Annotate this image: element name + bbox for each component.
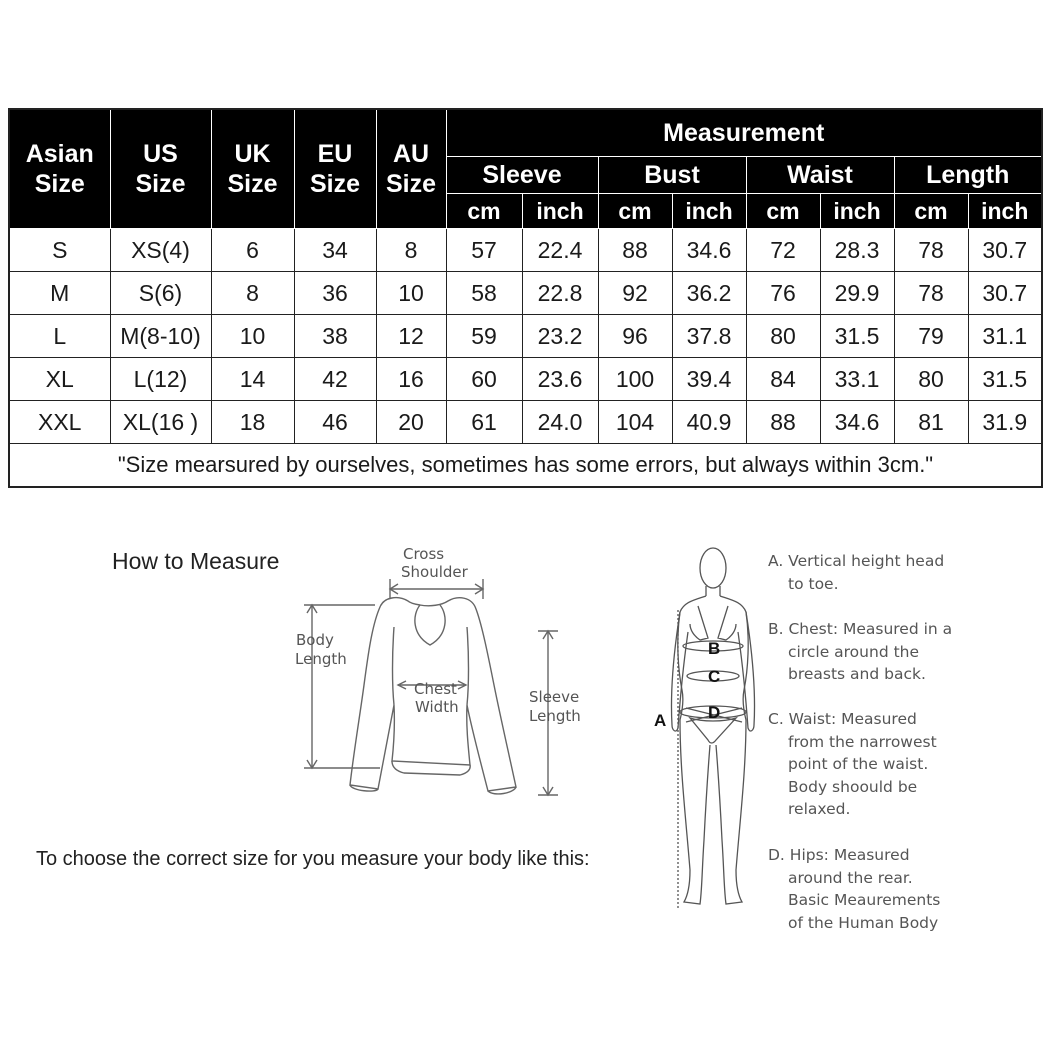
table-cell: 80 xyxy=(746,315,820,358)
table-cell: XL xyxy=(9,358,110,401)
table-row xyxy=(9,272,1042,315)
table-cell: 28.3 xyxy=(820,229,894,272)
table-cell: 57 xyxy=(446,229,522,272)
table-cell: 60 xyxy=(446,358,522,401)
table-cell: 10 xyxy=(376,272,446,315)
header-waist: Waist xyxy=(746,157,894,194)
table-cell: L xyxy=(9,315,110,358)
table-cell: 8 xyxy=(376,229,446,272)
table-cell: 46 xyxy=(294,401,376,444)
unit-inch: inch xyxy=(672,194,746,229)
table-cell: 14 xyxy=(211,358,294,401)
label-shoulder: Shoulder xyxy=(401,563,468,581)
table-cell: 59 xyxy=(446,315,522,358)
table-cell: 18 xyxy=(211,401,294,444)
label-sleeve: Sleeve xyxy=(529,688,580,706)
table-cell: S(6) xyxy=(110,272,211,315)
table-cell: 22.8 xyxy=(522,272,598,315)
table-cell: XS(4) xyxy=(110,229,211,272)
unit-inch: inch xyxy=(968,194,1042,229)
table-row xyxy=(9,229,1042,272)
size-chart-table xyxy=(8,108,1043,488)
table-cell: 6 xyxy=(211,229,294,272)
table-cell: 40.9 xyxy=(672,401,746,444)
table-cell: 42 xyxy=(294,358,376,401)
unit-cm: cm xyxy=(746,194,820,229)
table-cell: 8 xyxy=(211,272,294,315)
table-cell: 36.2 xyxy=(672,272,746,315)
legend-item-d: D. Hips: Measured around the rear. Basic Meaurements of the Human Body xyxy=(768,846,941,932)
table-cell: 38 xyxy=(294,315,376,358)
unit-cm: cm xyxy=(598,194,672,229)
table-cell: 84 xyxy=(746,358,820,401)
legend-item-a: A. Vertical height head to toe. xyxy=(768,552,945,593)
table-cell: 92 xyxy=(598,272,672,315)
table-cell: 34.6 xyxy=(820,401,894,444)
label-body-length: Length xyxy=(295,650,347,668)
table-cell: XXL xyxy=(9,401,110,444)
table-cell: 78 xyxy=(894,272,968,315)
table-cell: 16 xyxy=(376,358,446,401)
table-cell: 37.8 xyxy=(672,315,746,358)
table-cell: XL(16 ) xyxy=(110,401,211,444)
table-cell: M(8-10) xyxy=(110,315,211,358)
table-cell: 76 xyxy=(746,272,820,315)
header-asian-size: Asian Size xyxy=(9,109,110,229)
table-cell: M xyxy=(9,272,110,315)
header-eu-size: EU Size xyxy=(294,109,376,229)
table-cell: 88 xyxy=(598,229,672,272)
header-bust: Bust xyxy=(598,157,746,194)
choose-size-text: To choose the correct size for you measure your body like this: xyxy=(36,848,590,870)
table-cell: 79 xyxy=(894,315,968,358)
letter-b: B xyxy=(708,639,721,658)
table-row xyxy=(9,401,1042,444)
label-width: Width xyxy=(415,698,459,716)
unit-inch: inch xyxy=(820,194,894,229)
unit-cm: cm xyxy=(894,194,968,229)
table-cell: 34.6 xyxy=(672,229,746,272)
table-cell: L(12) xyxy=(110,358,211,401)
header-measurement: Measurement xyxy=(446,109,1042,157)
legend-item-c: C. Waist: Measured from the narrowest point of the waist. Body shoould be relaxed. xyxy=(768,710,937,818)
header-us-size: US Size xyxy=(110,109,211,229)
sweater-diagram xyxy=(280,535,610,815)
table-row xyxy=(9,358,1042,401)
table-cell: 29.9 xyxy=(820,272,894,315)
unit-cm: cm xyxy=(446,194,522,229)
table-body xyxy=(9,229,1042,444)
table-cell: 12 xyxy=(376,315,446,358)
table-cell: 39.4 xyxy=(672,358,746,401)
label-body: Body xyxy=(296,631,334,649)
table-cell: 31.1 xyxy=(968,315,1042,358)
table-cell: 31.5 xyxy=(968,358,1042,401)
how-to-measure-title: How to Measure xyxy=(112,548,280,574)
table-cell: 20 xyxy=(376,401,446,444)
label-sleeve-length: Length xyxy=(529,707,581,725)
table-cell: 72 xyxy=(746,229,820,272)
table-cell: 36 xyxy=(294,272,376,315)
table-cell: 78 xyxy=(894,229,968,272)
table-cell: 81 xyxy=(894,401,968,444)
table-cell: 96 xyxy=(598,315,672,358)
table-cell: 33.1 xyxy=(820,358,894,401)
table-cell: 10 xyxy=(211,315,294,358)
table-cell: 61 xyxy=(446,401,522,444)
legend-item-b: B. Chest: Measured in a circle around the breasts and back. xyxy=(768,620,953,683)
table-cell: 104 xyxy=(598,401,672,444)
table-row xyxy=(9,315,1042,358)
body-figure-diagram xyxy=(650,540,765,920)
table-cell: 100 xyxy=(598,358,672,401)
table-cell: 23.6 xyxy=(522,358,598,401)
table-cell: 30.7 xyxy=(968,272,1042,315)
letter-c: C xyxy=(708,667,721,686)
table-cell: 34 xyxy=(294,229,376,272)
header-uk-size: UK Size xyxy=(211,109,294,229)
table-cell: 31.5 xyxy=(820,315,894,358)
table-cell: 58 xyxy=(446,272,522,315)
table-cell: 30.7 xyxy=(968,229,1042,272)
label-cross: Cross xyxy=(403,545,445,563)
letter-a: A xyxy=(654,711,667,730)
header-length: Length xyxy=(894,157,1042,194)
header-au-size: AU Size xyxy=(376,109,446,229)
label-chest: Chest xyxy=(414,680,457,698)
table-cell: 80 xyxy=(894,358,968,401)
table-cell: 22.4 xyxy=(522,229,598,272)
table-cell: 31.9 xyxy=(968,401,1042,444)
table-cell: 23.2 xyxy=(522,315,598,358)
table-cell: 88 xyxy=(746,401,820,444)
header-sleeve: Sleeve xyxy=(446,157,598,194)
table-note: "Size mearsured by ourselves, sometimes has some errors, but always within 3cm." xyxy=(9,444,1042,488)
letter-d: D xyxy=(708,703,721,722)
table-cell: S xyxy=(9,229,110,272)
table-cell: 24.0 xyxy=(522,401,598,444)
unit-inch: inch xyxy=(522,194,598,229)
